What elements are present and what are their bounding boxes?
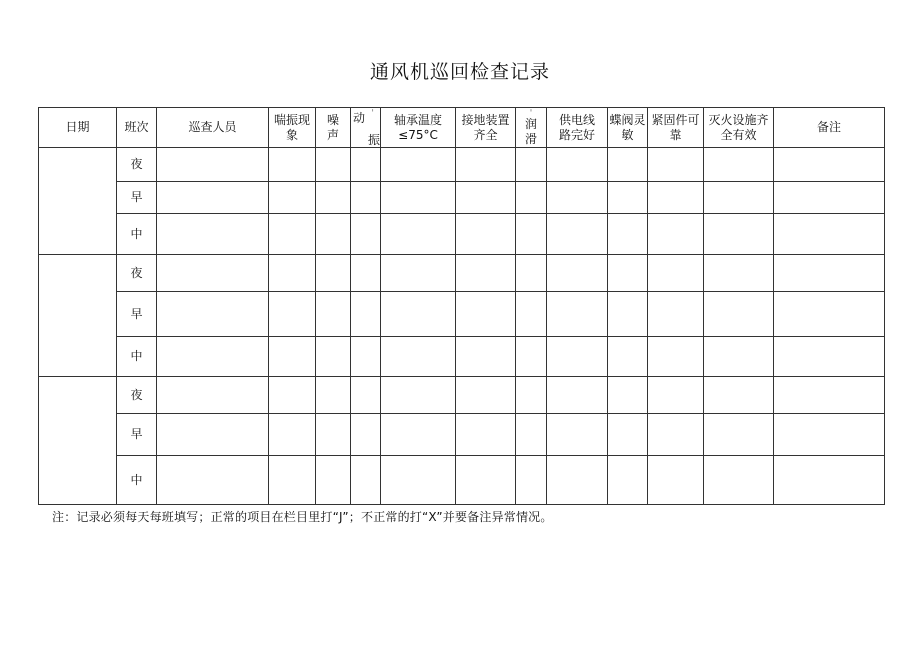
remarks-cell[interactable] [774,214,885,255]
check-cell[interactable] [316,456,351,505]
check-cell[interactable] [381,377,456,414]
header-butterfly-valve [608,108,648,148]
header-lube-line2: 滑 [524,132,537,146]
inspector-cell[interactable] [157,456,269,505]
check-cell[interactable] [381,148,456,182]
check-cell[interactable] [269,255,316,292]
header-lube-line1: 润 [524,117,537,131]
remarks-cell[interactable] [774,456,885,505]
check-cell[interactable] [704,377,774,414]
check-cell[interactable] [456,377,516,414]
check-cell[interactable] [351,182,381,214]
check-cell[interactable] [381,214,456,255]
header-bearing-temp [381,108,456,148]
table-row [39,255,885,292]
shift-cell: 夜 [117,377,157,414]
check-cell[interactable] [704,456,774,505]
inspector-cell[interactable] [157,414,269,456]
check-cell[interactable] [516,255,547,292]
header-fastener-line1: 紧固件可 [651,112,700,127]
check-cell[interactable] [547,377,608,414]
check-cell[interactable] [456,456,516,505]
check-cell[interactable] [608,214,648,255]
check-cell[interactable] [456,414,516,456]
page-title: 通风机巡回检查记录 [369,61,550,83]
header-power-line [547,108,608,148]
check-cell[interactable] [608,148,648,182]
check-cell[interactable] [316,148,351,182]
header-row [39,108,885,148]
inspector-cell[interactable] [157,377,269,414]
header-vibration-part2: 振 [367,132,380,147]
check-cell[interactable] [381,337,456,377]
check-cell[interactable] [704,255,774,292]
check-cell[interactable] [381,456,456,505]
remarks-cell[interactable] [774,182,885,214]
header-fasteners [648,108,704,148]
check-cell[interactable] [316,377,351,414]
table-row [39,292,885,337]
check-cell[interactable] [516,414,547,456]
remarks-cell[interactable] [774,148,885,182]
check-cell[interactable] [704,414,774,456]
inspector-cell[interactable] [157,148,269,182]
check-cell[interactable] [516,337,547,377]
check-cell[interactable] [516,148,547,182]
check-cell[interactable] [456,337,516,377]
check-cell[interactable] [608,337,648,377]
check-cell[interactable] [704,337,774,377]
check-cell[interactable] [704,182,774,214]
check-cell[interactable] [608,377,648,414]
check-cell[interactable] [351,292,381,337]
header-fastener-line2: 靠 [669,127,682,142]
check-cell[interactable] [316,414,351,456]
shift-cell: 中 [117,214,157,255]
date-cell[interactable] [39,377,117,505]
check-cell[interactable] [648,182,704,214]
check-cell[interactable] [547,414,608,456]
check-cell[interactable] [648,377,704,414]
remarks-cell[interactable] [774,337,885,377]
inspector-cell[interactable] [157,292,269,337]
header-lubrication [516,108,547,148]
check-cell[interactable] [704,292,774,337]
table-row [39,414,885,456]
shift-cell: 中 [117,456,157,505]
header-inspector: 巡查人员 [157,108,269,148]
check-cell[interactable] [547,337,608,377]
table-row [39,337,885,377]
table-row [39,148,885,182]
check-cell[interactable] [648,148,704,182]
header-vibration-part1: 动 [353,110,366,125]
remarks-cell[interactable] [774,292,885,337]
check-cell[interactable] [547,148,608,182]
check-cell[interactable] [351,148,381,182]
remarks-cell[interactable] [774,414,885,456]
check-cell[interactable] [316,255,351,292]
check-cell[interactable] [269,148,316,182]
header-grounding [456,108,516,148]
check-cell[interactable] [547,214,608,255]
header-date: 日期 [39,108,117,148]
check-cell[interactable] [648,414,704,456]
check-cell[interactable] [608,182,648,214]
check-cell[interactable] [269,292,316,337]
header-surge-line1: 喘振现 [273,112,310,127]
header-noise-line2: 声 [326,127,339,142]
header-noise [316,108,351,148]
check-cell[interactable] [456,292,516,337]
check-cell[interactable] [381,414,456,456]
date-cell[interactable] [39,255,117,377]
header-valve-line2: 敏 [621,127,634,142]
check-cell[interactable] [547,292,608,337]
table-row [39,377,885,414]
check-cell[interactable] [351,255,381,292]
header-bearing-line1: 轴承温度 [393,112,442,127]
check-cell[interactable] [648,456,704,505]
check-cell[interactable] [456,148,516,182]
check-cell[interactable] [547,255,608,292]
check-cell[interactable] [456,182,516,214]
table-row [39,456,885,505]
inspector-cell[interactable] [157,214,269,255]
check-cell[interactable] [547,182,608,214]
check-cell[interactable] [608,456,648,505]
check-cell[interactable] [648,292,704,337]
check-cell[interactable] [351,337,381,377]
check-cell[interactable] [269,182,316,214]
table-row [39,182,885,214]
check-cell[interactable] [316,292,351,337]
footnote: 注：记录必须每天每班填写；正常的项目在栏目里打“J”；不正常的打“X”并要备注异常情况。 [52,510,553,524]
check-cell[interactable] [351,456,381,505]
check-cell[interactable] [456,255,516,292]
check-cell[interactable] [608,255,648,292]
header-vibration-tick: ˈ [371,108,374,119]
check-cell[interactable] [316,214,351,255]
check-cell[interactable] [269,456,316,505]
check-cell[interactable] [269,214,316,255]
header-vibration [351,108,381,148]
check-cell[interactable] [516,377,547,414]
shift-cell: 早 [117,414,157,456]
check-cell[interactable] [516,456,547,505]
check-cell[interactable] [648,337,704,377]
check-cell[interactable] [351,377,381,414]
check-cell[interactable] [381,255,456,292]
check-cell[interactable] [269,414,316,456]
inspector-cell[interactable] [157,255,269,292]
header-grounding-line1: 接地装置 [461,112,510,127]
shift-cell: 夜 [117,255,157,292]
check-cell[interactable] [269,377,316,414]
check-cell[interactable] [516,292,547,337]
check-cell[interactable] [381,182,456,214]
header-power-line1: 供电线 [558,112,595,127]
check-cell[interactable] [704,214,774,255]
header-fire-line2: 全有效 [720,127,757,142]
check-cell[interactable] [316,337,351,377]
check-cell[interactable] [608,414,648,456]
header-surge-line2: 象 [285,127,298,142]
header-surge [269,108,316,148]
shift-cell: 早 [117,182,157,214]
header-grounding-line2: 齐全 [473,127,498,142]
remarks-cell[interactable] [774,255,885,292]
check-cell[interactable] [381,292,456,337]
check-cell[interactable] [516,214,547,255]
table-row [39,214,885,255]
header-bearing-line2: ≤75°C [398,127,438,142]
inspector-cell[interactable] [157,337,269,377]
check-cell[interactable] [648,214,704,255]
check-cell[interactable] [351,214,381,255]
header-lube-tick: ˈ [529,109,533,119]
check-cell[interactable] [608,292,648,337]
header-fire-equipment [704,108,774,148]
inspection-table [38,107,885,505]
shift-cell: 夜 [117,148,157,182]
check-cell[interactable] [648,255,704,292]
shift-cell: 中 [117,337,157,377]
shift-cell: 早 [117,292,157,337]
date-cell[interactable] [39,148,117,255]
header-fire-line1: 灭火设施齐 [708,112,769,127]
header-shift: 班次 [117,108,157,148]
check-cell[interactable] [547,456,608,505]
check-cell[interactable] [316,182,351,214]
header-power-line2: 路完好 [558,127,595,142]
header-remarks: 备注 [774,108,885,148]
header-noise-line1: 噪 [326,112,339,127]
check-cell[interactable] [269,337,316,377]
check-cell[interactable] [516,182,547,214]
check-cell[interactable] [704,148,774,182]
header-valve-line1: 蝶阀灵 [609,112,646,127]
check-cell[interactable] [351,414,381,456]
check-cell[interactable] [456,214,516,255]
inspector-cell[interactable] [157,182,269,214]
remarks-cell[interactable] [774,377,885,414]
